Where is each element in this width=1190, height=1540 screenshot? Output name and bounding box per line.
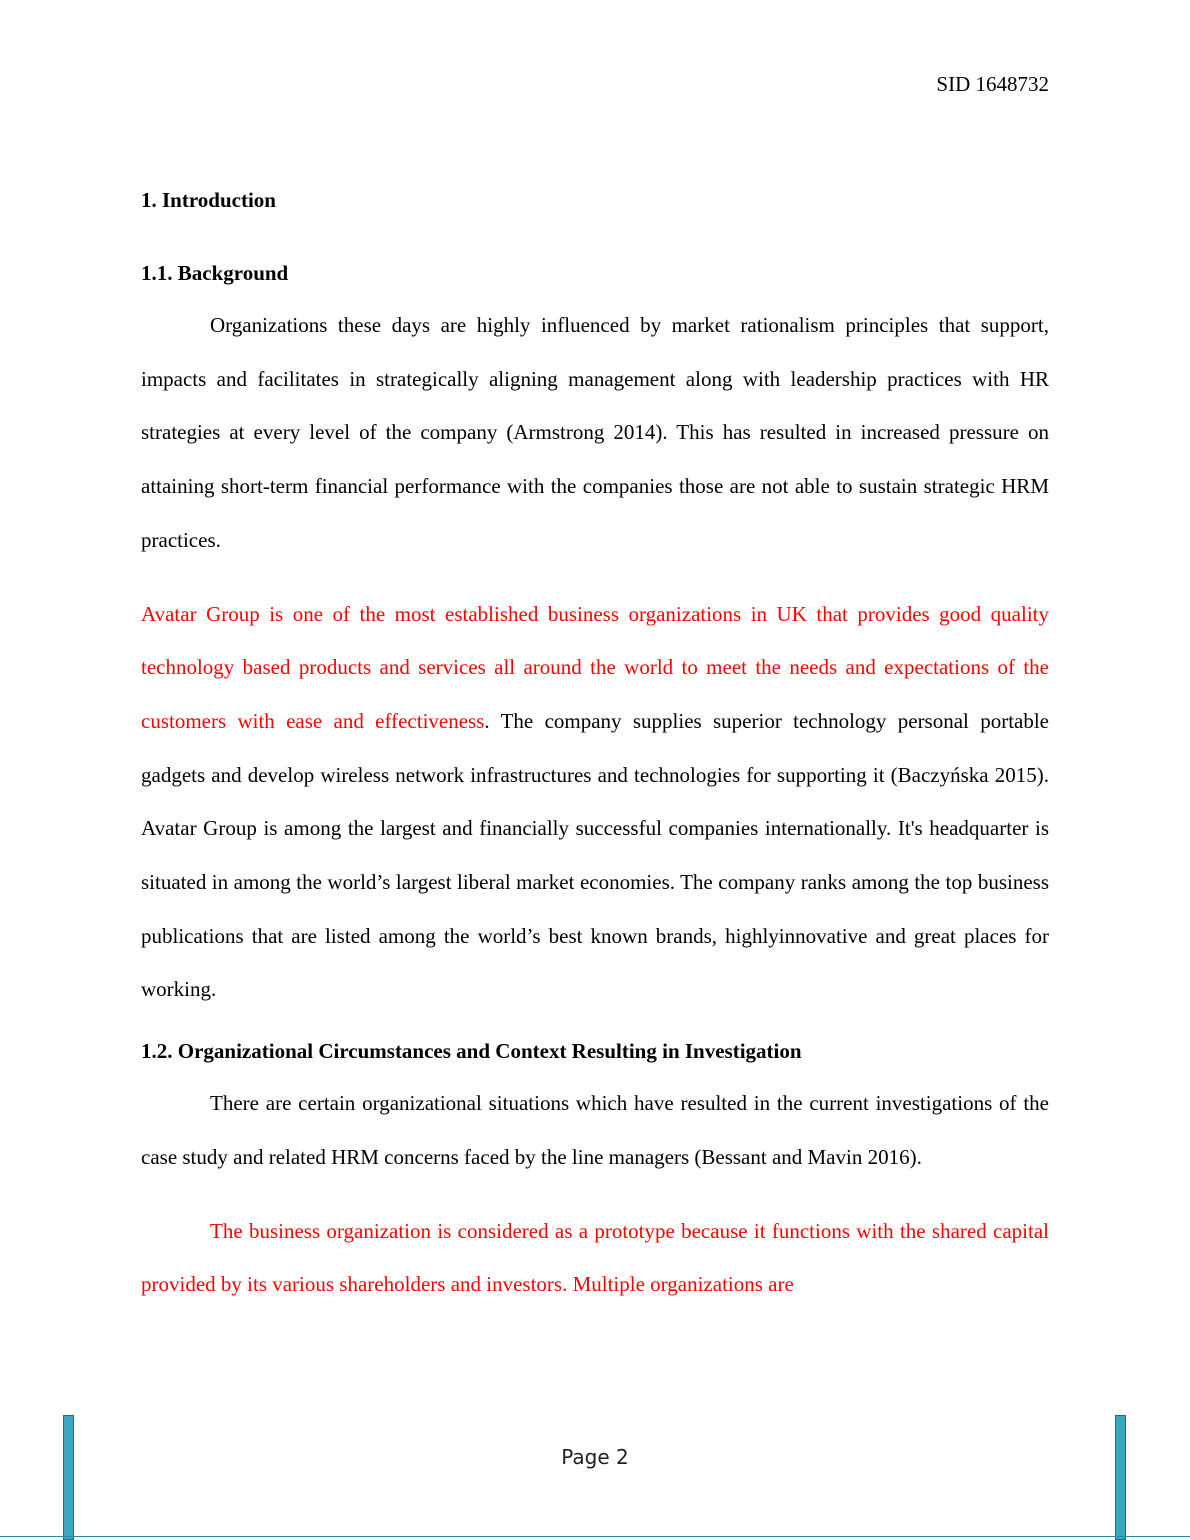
background-paragraph-1: Organizations these days are highly influenced by market rationalism principles that support, impacts and facilitates in strategically aligning management along with leadership practices with HR strategies at every level of the company (Armstrong 2014). This has resulted in increased pressure on attaining short-term financial performance with the companies those are not able to sustain strategic HRM practices. [141, 313, 1049, 552]
footer-right-bar [1115, 1415, 1126, 1540]
context-paragraph-1: There are certain organizational situations which have resulted in the current investigations of the case study and related HRM concerns faced by the line managers (Bessant and Mavin 2016). [141, 1091, 1049, 1169]
context-paragraph-2: The business organization is considered as a prototype because it functions with the shared capital provided by its various shareholders and investors. Multiple organizations are [141, 1218, 1049, 1297]
section-heading-introduction: 1. Introduction [141, 188, 276, 212]
footer-left-bar [63, 1415, 74, 1540]
section-heading-background: 1.1. Background [141, 261, 289, 285]
document-body [141, 186, 1049, 1332]
highlighted-text: Avatar Group is one of the most established business organizations in UK that provides good quality technology based products and services all around the world to meet the needs and expectations of the customers with ease and effectiveness [141, 601, 1049, 733]
footer-divider [0, 1536, 1190, 1537]
paragraph-text: . The company supplies superior technology personal portable gadgets and develop wireless network infrastructures and technologies for supporting it (Baczyńska 2015). Avatar Group is among the largest and financially successful companies internationally. It's headquarter is situated in among the world’s largest liberal market economies. The company ranks among the top business publications that are listed among the world’s best known brands, highlyinnovative and great places for working. [141, 708, 1049, 1002]
header-sid: SID 1648732 [936, 72, 1049, 96]
section-heading-context: 1.2. Organizational Circumstances and Context Resulting in Investigation [141, 1039, 802, 1064]
page-number: Page 2 [561, 1445, 629, 1469]
background-paragraph-2 [141, 588, 1049, 1018]
